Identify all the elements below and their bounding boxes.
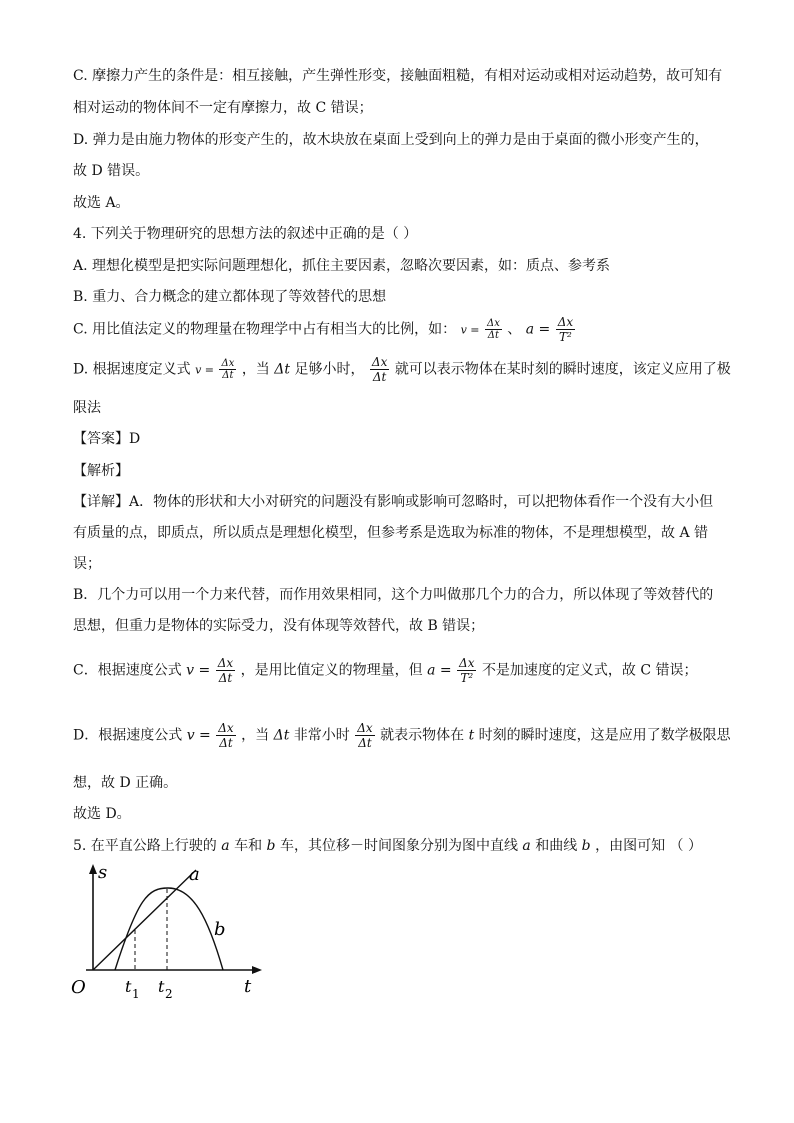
option-d-text: D. 根据速度定义式 [73,361,191,378]
fraction-dx-dt: $\frac{\Delta x}{\Delta t}$ [486,318,500,341]
text-line: 想，故 D 正确。 [73,775,178,791]
math-t: t [468,727,475,744]
question-5-text: 车，其位移－时间图象分别为图中直线 [279,838,518,854]
answer-label: 【答案】D [73,431,141,447]
fraction-dx-t2: $\frac{\Delta x}{\text{T²}}$ [557,315,574,344]
s-axis-arrow [89,864,97,874]
text-line: 有质量的点，即质点，所以质点是理想化模型，但参考系是选取为标准的物体，不是理想模型，故 A 错 [73,525,709,541]
analysis-c-text: 不是加速度的定义式，故 C 错误； [481,662,698,679]
fraction-dx-dt: $\frac{\Delta x}{\Delta t}$ [218,721,234,750]
analysis-c-text: C．根据速度公式 [73,662,182,679]
math-car-b: b [266,838,276,854]
analysis-d-text: 就表示物体在 [380,727,465,744]
option-d-text: ，当 [241,361,270,378]
analysis-label: 【解析】 [73,463,129,479]
question-4-option-c [73,315,576,344]
text-line: 误； [73,556,101,572]
fraction-dx-dt: $\frac{\Delta x}{\Delta t}$ [371,355,388,384]
fraction-dx-dt: $\frac{\Delta x}{\Delta t}$ [221,358,235,381]
curve-label-a: a [189,864,200,885]
curve-label-b: b [214,919,226,940]
tick-label-t2-sub: 2 [165,987,173,1001]
displacement-time-graph [68,858,268,1003]
question-5-text: ，由图可知 （ ） [595,838,702,854]
math-dt: Δt [274,361,291,378]
analysis-c [73,656,698,685]
math-car-a: a [522,838,531,854]
text-line: 故选 A。 [73,195,130,211]
math-v-eq: v = [460,323,480,337]
question-4-stem: 4. 下列关于物理研究的思想方法的叙述中正确的是（ ） [73,226,418,242]
text-line: 相对运动的物体间不一定有摩擦力，故 C 错误； [73,100,373,116]
curve-b [115,888,223,970]
text-line: C. 摩擦力产生的条件是：相互接触，产生弹性形变，接触面粗糙，有相对运动或相对运动趋势，故可知有 [73,68,723,84]
analysis-d-text: 时刻的瞬时速度，这是应用了数学极限思 [478,727,731,744]
analysis-c-text: ，是用比值定义的物理量，但 [240,662,423,679]
math-a-eq: a = [525,321,551,338]
math-dt: Δt [273,727,290,744]
tick-label-t1-sub: 1 [132,987,140,1001]
text-line: 故选 D。 [73,806,131,822]
fraction-dx-t2: $\frac{\Delta x}{\text{T²}}$ [459,656,475,685]
question-4-option-d [73,355,731,384]
separator: 、 [507,321,522,338]
option-d-text: 就可以表示物体在某时刻的瞬时速度，该定义应用了极 [394,361,731,378]
line-a [93,870,196,970]
tick-label-t2: t [158,977,165,996]
math-v-eq: v = [195,363,215,377]
text-line: B．几个力可以用一个力来代替，而作用效果相同，这个力叫做那几个力的合力，所以体现了等效替代的 [73,587,714,603]
question-5-text: 和曲线 [535,838,578,854]
analysis-d-text: D．根据速度公式 [73,727,183,744]
text-line: 思想，但重力是物体的实际受力，没有体现等效替代，故 B 错误； [73,618,485,634]
question-5-stem [73,836,702,856]
text-line: 限法 [73,400,101,416]
analysis-d-text: 非常小时 [293,727,350,744]
text-line: 故 D 错误。 [73,163,150,179]
origin-label: O [71,977,86,998]
question-4-option-a: A. 理想化模型是把实际问题理想化，抓住主要因素，忽略次要因素，如：质点、参考系 [73,258,611,274]
text-line: D. 弹力是由施力物体的形变产生的，故木块放在桌面上受到向上的弹力是由于桌面的微小形变产生的， [73,132,709,148]
math-a-eq: a = [427,662,452,679]
math-v-eq: v = [186,662,211,679]
math-car-b: b [581,838,591,854]
question-5-text: 车和 [234,838,263,854]
tick-label-t1: t [125,977,132,996]
option-d-text: 足够小时， [294,361,365,378]
question-4-option-b: B. 重力、合力概念的建立都体现了等效替代的思想 [73,289,387,305]
analysis-d-text: ，当 [241,727,270,744]
math-v-eq: v = [186,727,211,744]
t-axis-arrow [252,966,262,974]
text-line: 【详解】A．物体的形状和大小对研究的问题没有影响或影响可忽略时，可以把物体看作一个没有大小但 [73,494,714,510]
axis-label-t: t [244,976,252,997]
fraction-dx-dt: $\frac{\Delta x}{\Delta t}$ [357,721,373,750]
fraction-dx-dt: $\frac{\Delta x}{\Delta t}$ [217,656,234,685]
axis-label-s: s [98,862,108,883]
option-c-text: C. 用比值法定义的物理量在物理学中占有相当大的比例，如： [73,321,457,338]
math-car-a: a [221,838,230,854]
question-5-text: 5. 在平直公路上行驶的 [73,838,217,854]
analysis-d [73,721,731,750]
